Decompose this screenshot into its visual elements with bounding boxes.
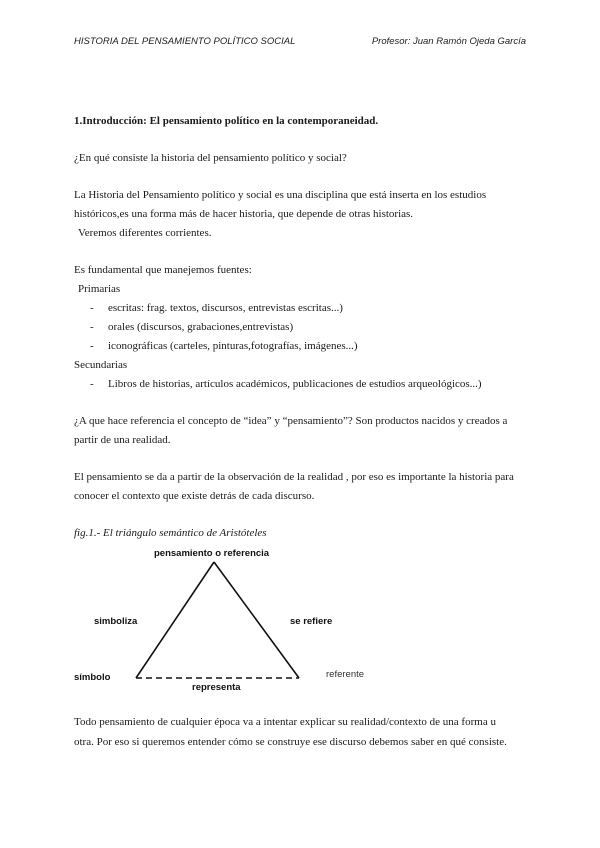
- secondary-sources-list: [74, 375, 528, 394]
- professor-name: Profesor: Juan Ramón Ojeda García: [371, 36, 526, 47]
- idea-line-2: partir de una realidad.: [74, 434, 171, 446]
- closing-paragraph: [74, 712, 528, 752]
- label-bottom-mid: representa: [192, 682, 241, 693]
- triangle-right-edge: [214, 562, 299, 678]
- list-item: - Libros de historias, artículos académicos, publicaciones de estudios arqueológicos...): [74, 375, 528, 394]
- closing-line-1: Todo pensamiento de cualquier época va a intentar explicar su realidad/contexto de una forma u: [74, 716, 496, 728]
- list-item: - escritas: frag. textos, discursos, entrevistas escritas...): [74, 299, 528, 318]
- triangle-left-edge: [136, 562, 214, 678]
- course-title: HISTORIA DEL PENSAMIENTO POLÍTICO SOCIAL: [74, 36, 296, 47]
- sources-intro: Es fundamental que manejemos fuentes:: [74, 264, 252, 276]
- intro-line-2: históricos,es una forma más de hacer historia, que depende de otras historias.: [74, 208, 414, 220]
- semantic-triangle-diagram: [74, 540, 404, 700]
- label-bottom-left: símbolo: [74, 672, 111, 683]
- label-top: pensamiento o referencia: [154, 548, 270, 559]
- intro-line-3: Veremos diferentes corrientes.: [78, 227, 212, 239]
- dash-icon: -: [90, 302, 94, 314]
- label-left-side: simboliza: [94, 616, 138, 627]
- dash-icon: -: [90, 340, 94, 352]
- dash-icon: -: [90, 321, 94, 333]
- dash-icon: -: [90, 378, 94, 390]
- label-right-side: se refiere: [290, 616, 333, 627]
- list-item: - iconográficas (carteles, pinturas,fotografías, imágenes...): [74, 337, 528, 356]
- label-bottom-right: referente: [326, 669, 365, 680]
- idea-line-1: ¿A que hace referencia el concepto de “idea” y “pensamiento”? Son productos nacidos y creados a: [74, 415, 508, 427]
- primary-sources-list: [74, 299, 528, 356]
- secondary-label: Secundarias: [74, 359, 128, 371]
- list-item: - orales (discursos, grabaciones,entrevistas): [74, 318, 528, 337]
- thought-line-1: El pensamiento se da a partir de la observación de la realidad , por eso es importante la historia para: [74, 471, 514, 483]
- document-body: [74, 112, 528, 543]
- closing-line-2: otra. Por eso si queremos entender cómo se construye ese discurso debemos saber en qué consiste.: [74, 736, 507, 748]
- section-title: 1.Introducción: El pensamiento político en la contemporaneidad.: [74, 115, 379, 127]
- primary-label: Primarias: [78, 283, 121, 295]
- thought-line-2: conocer el contexto que existe detrás de cada discurso.: [74, 490, 315, 502]
- guiding-question: ¿En qué consiste la historia del pensamiento político y social?: [74, 152, 347, 164]
- figure-caption: fig.1.- El triángulo semántico de Aristóteles: [74, 527, 267, 539]
- intro-line-1: La Historia del Pensamiento político y social es una disciplina que está inserta en los estudios: [74, 189, 487, 201]
